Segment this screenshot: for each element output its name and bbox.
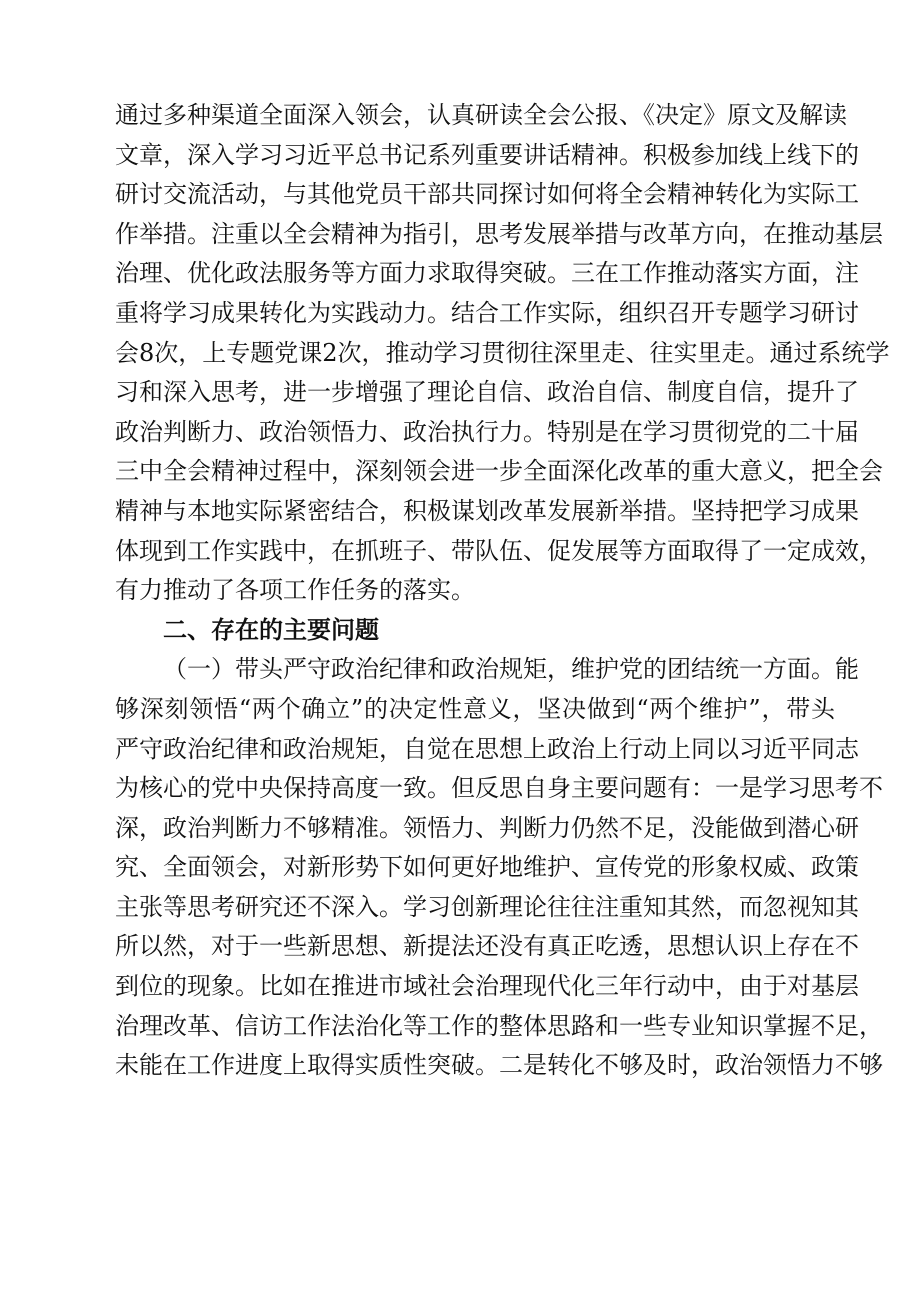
text-line: 习和深入思考，进一步增强了理论自信、政治自信、制度自信，提升了 xyxy=(115,378,859,407)
document-body xyxy=(115,96,890,1086)
text-line: 到位的现象。比如在推进市域社会治理现代化三年行动中，由于对基层 xyxy=(115,972,859,1001)
text-line: 主张等思考研究还不深入。学习创新理论往往注重知其然，而忽视知其 xyxy=(115,892,859,921)
text-line: 文章，深入学习习近平总书记系列重要讲话精神。积极参加线上线下的 xyxy=(115,140,859,169)
text-line: 够深刻领悟“两个确立”的决定性意义，坚决做到“两个维护”，带头 xyxy=(115,694,835,723)
text-line: 通过多种渠道全面深入领会，认真研读全会公报、《决定》原文及解读 xyxy=(115,101,847,129)
text-line: 重将学习成果转化为实践动力。结合工作实际，组织召开专题学习研讨 xyxy=(115,298,859,327)
text-line: 研讨交流活动，与其他党员干部共同探讨如何将全会精神转化为实际工 xyxy=(115,180,859,209)
text-line: 体现到工作实践中，在抓班子、带队伍、促发展等方面取得了一定成效， xyxy=(115,536,883,565)
text-line: 政治判断力、政治领悟力、政治执行力。特别是在学习贯彻党的二十届 xyxy=(115,417,859,446)
text-line: 严守政治纪律和政治规矩，自觉在思想上政治上行动上同以习近平同志 xyxy=(115,734,859,763)
text-line: 作举措。注重以全会精神为指引，思考发展举措与改革方向，在推动基层 xyxy=(115,219,883,248)
paragraph-2 xyxy=(115,650,883,1086)
text-line: 有力推动了各项工作任务的落实。 xyxy=(115,576,475,605)
text-line: （一）带头严守政治纪律和政治规矩，维护党的团结统一方面。能 xyxy=(163,655,859,684)
text-line: 三中全会精神过程中，深刻领会进一步全面深化改革的重大意义，把全会 xyxy=(115,457,883,486)
text-line: 为核心的党中央保持高度一致。但反思自身主要问题有：一是学习思考不 xyxy=(115,774,883,803)
paragraph-1 xyxy=(115,96,890,611)
text-line: 深，政治判断力不够精准。领悟力、判断力仍然不足，没能做到潜心研 xyxy=(115,813,859,842)
text-line: 究、全面领会，对新形势下如何更好地维护、宣传党的形象权威、政策 xyxy=(115,853,859,882)
text-line: 治理、优化政法服务等方面力求取得突破。三在工作推动落实方面，注 xyxy=(115,259,859,288)
text-line: 所以然，对于一些新思想、新提法还没有真正吃透，思想认识上存在不 xyxy=(115,932,859,961)
section-heading: 二、存在的主要问题 xyxy=(163,615,379,644)
text-line: 会8次，上专题党课2次，推动学习贯彻往深里走、往实里走。通过系统学 xyxy=(115,338,890,367)
text-line: 未能在工作进度上取得实质性突破。二是转化不够及时，政治领悟力不够 xyxy=(115,1051,883,1080)
text-line: 精神与本地实际紧密结合，积极谋划改革发展新举措。坚持把学习成果 xyxy=(115,496,859,525)
text-line: 治理改革、信访工作法治化等工作的整体思路和一些专业知识掌握不足， xyxy=(115,1011,883,1040)
